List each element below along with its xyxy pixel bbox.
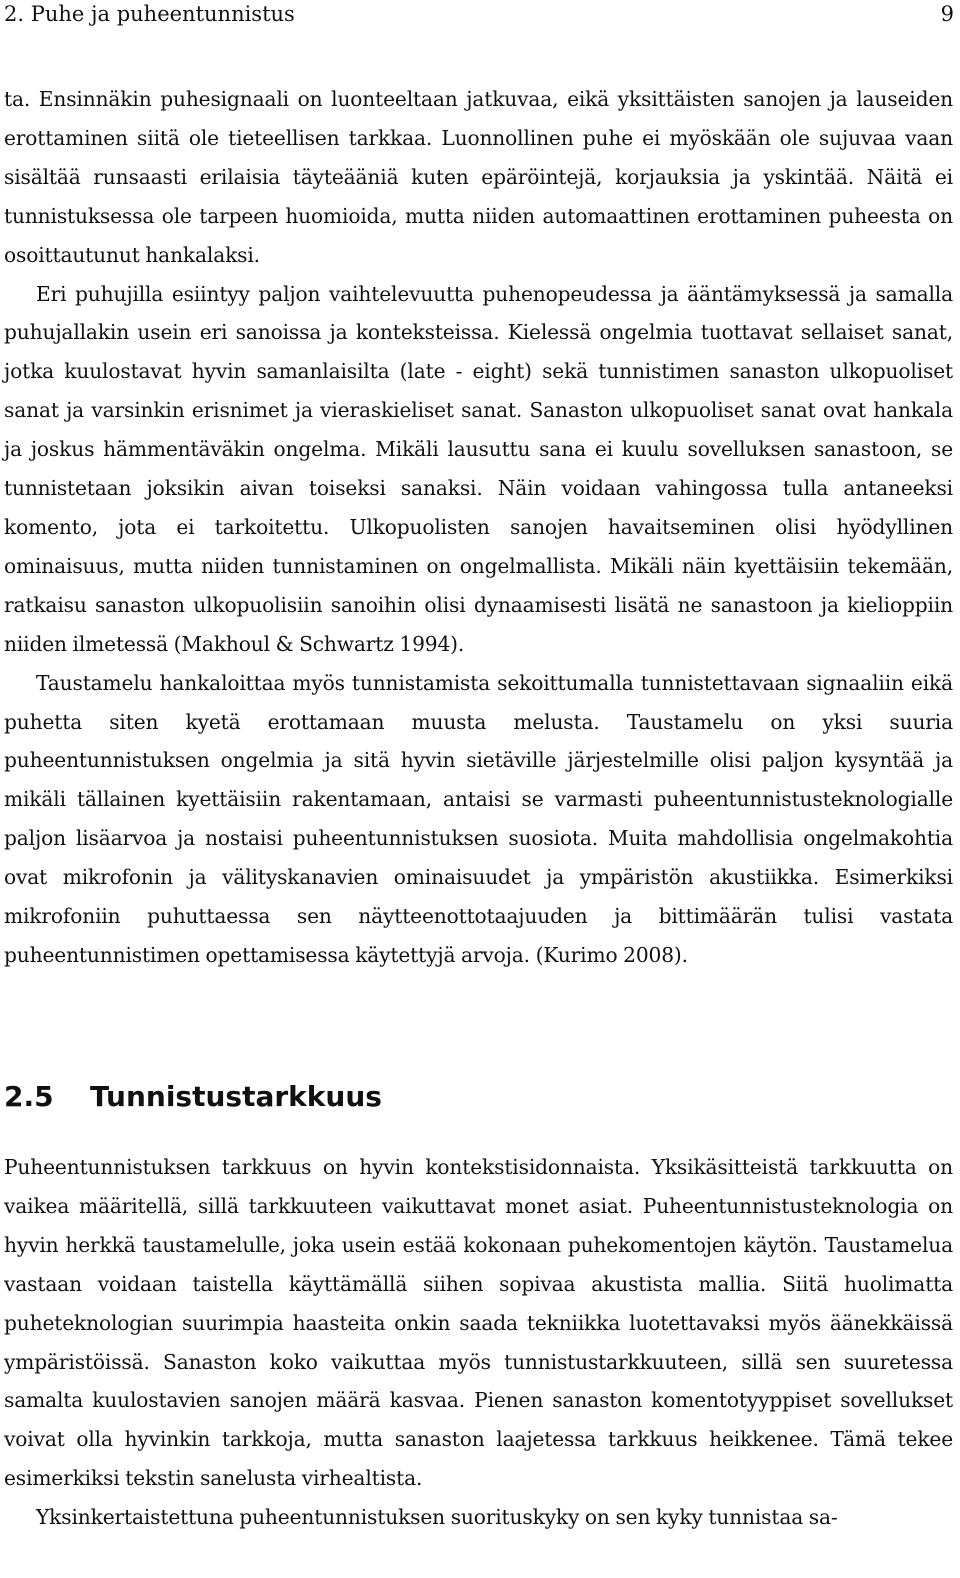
- page-number: 9: [940, 2, 954, 26]
- body-text-lower: [4, 1148, 953, 1537]
- paragraph-recognition-accuracy: Puheentunnistuksen tarkkuus on hyvin kontekstisidonnaista. Yksikäsitteistä tarkkuutta on vaikea määritellä, sillä tarkkuuteen vaikuttavat monet asiat. Puheentunnistusteknologia on hyvin herkkä taustamelulle, joka usein estää kokonaan puhekomentojen käytön. Taustamelua vastaan voidaan taistella käyttämällä siihen sopivaa akustista mallia. Siitä huolimatta puheteknologian suurimpia haasteita onkin saada tekniikka luotettavaksi myös äänekkäissä ympäristöissä. Sanaston koko vaikuttaa myös tunnistustarkkuuteen, sillä sen suuretessa samalta kuulostavien sanojen määrä kasvaa. Pienen sanaston komentotyyppiset sovellukset voivat olla hyvinkin tarkkoja, mutta sanaston laajetessa tarkkuus heikkenee. Tämä tekee esimerkiksi tekstin sanelusta virhealtista.: [4, 1155, 953, 1491]
- paragraph-speech-signal: ta. Ensinnäkin puhesignaali on luonteeltaan jatkuvaa, eikä yksittäisten sanojen ja lauseiden erottaminen siitä ole tieteellisen tarkkaa. Luonnollinen puhe ei myöskään ole sujuvaa vaan sisältää runsaasti erilaisia täyteääniä kuten epäröintejä, korjauksia ja yskintää. Näitä ei tunnistuksessa ole tarpeen huomioida, mutta niiden automaattinen erottaminen puheesta on osoittautunut hankalaksi.: [4, 87, 953, 267]
- section-number: 2.5: [4, 1080, 54, 1113]
- section-heading: [4, 1075, 382, 1119]
- body-text-upper: [4, 80, 953, 975]
- paragraph-performance: Yksinkertaistettuna puheentunnistuksen suorituskyky on sen kyky tunnistaa sa-: [36, 1505, 838, 1530]
- chapter-title: 2. Puhe ja puheentunnistus: [4, 2, 295, 26]
- paragraph-speaker-variation: Eri puhujilla esiintyy paljon vaihtelevuutta puhenopeudessa ja ääntämyksessä ja samalla puhujallakin usein eri sanoissa ja konteksteissa. Kielessä ongelmia tuottavat sellaiset sanat, jotka kuulostavat hyvin samanlaisilta (late - eight) sekä tunnistimen sanaston ulkopuoliset sanat ja varsinkin erisnimet ja vieraskieliset sanat. Sanaston ulkopuoliset sanat ovat hankala ja joskus hämmentäväkin ongelma. Mikäli lausuttu sana ei kuulu sovelluksen sanastoon, se tunnistetaan joksikin aivan toiseksi sanaksi. Näin voidaan vahingossa tulla antaneeksi komento, jota ei tarkoitettu. Ulkopuolisten sanojen havaitseminen olisi hyödyllinen ominaisuus, mutta niiden tunnistaminen on ongelmallista. Mikäli näin kyettäisiin tekemään, ratkaisu sanaston ulkopuolisiin sanoihin olisi dynaamisesti lisätä ne sanastoon ja kielioppiin niiden ilmetessä (Makhoul & Schwartz 1994).: [4, 281, 953, 656]
- running-header: [4, 0, 954, 30]
- paragraph-background-noise: Taustamelu hankaloittaa myös tunnistamista sekoittumalla tunnistettavaan signaaliin eikä puhetta siten kyetä erottamaan muusta melusta. Taustamelu on yksi suuria puheentunnistuksen ongelmia ja sitä hyvin sietäville järjestelmille olisi paljon kysyntää ja mikäli tällainen kyettäisiin rakentamaan, antaisi se varmasti puheentunnistusteknologialle paljon lisäarvoa ja nostaisi puheentunnistuksen suosiota. Muita mahdollisia ongelmakohtia ovat mikrofonin ja välityskanavien ominaisuudet ja ympäristön akustiikka. Esimerkiksi mikrofoniin puhuttaessa sen näytteenottotaajuuden ja bittimäärän tulisi vastata puheentunnistimen opettamisessa käytettyjä arvoja. (Kurimo 2008).: [4, 670, 953, 967]
- section-title: Tunnistustarkkuus: [90, 1080, 382, 1113]
